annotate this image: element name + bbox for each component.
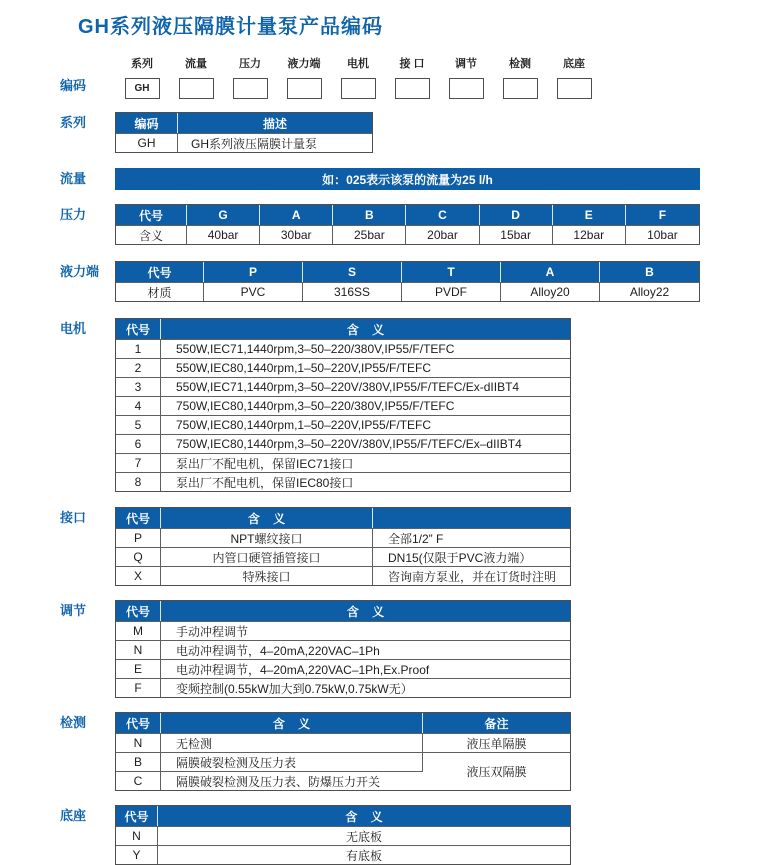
liquid-end-value-cell: 材质: [116, 282, 204, 301]
interface-meaning: NPT螺纹接口: [161, 528, 373, 547]
pressure-header-cell: E: [553, 205, 626, 225]
table-row: [116, 434, 570, 453]
detection-meaning: 隔膜破裂检测及压力表、防爆压力开关: [161, 771, 423, 790]
section-series: [60, 112, 780, 153]
detection-code: B: [116, 752, 161, 771]
section-label-interface: 接口: [60, 510, 87, 525]
pressure-header-cell: 代号: [116, 205, 187, 225]
interface-note: 咨询南方泵业，并在订货时注明: [373, 566, 570, 585]
detection-note: 液压单隔膜: [423, 733, 570, 752]
motor-meaning: 泵出厂不配电机，保留IEC80接口: [161, 472, 570, 491]
section-label-series: 系列: [60, 115, 87, 130]
code-box-series: GH: [125, 78, 160, 99]
detection-code: C: [116, 771, 161, 790]
pressure-value-cell: 12bar: [553, 225, 626, 244]
motor-header-code: 代号: [116, 319, 161, 339]
interface-note: DN15(仅限于PVC液力端）: [373, 547, 570, 566]
liquid-end-header-cell: S: [303, 262, 402, 282]
section-label-pressure: 压力: [60, 207, 87, 222]
code-col-label: 压力: [239, 58, 261, 70]
liquid-end-header-cell: 代号: [116, 262, 204, 282]
table-row: [116, 845, 570, 864]
section-label-detection: 检测: [60, 715, 87, 730]
motor-table: [115, 318, 571, 492]
detection-note-merged: 液压双隔膜: [423, 752, 570, 790]
table-row: [116, 133, 372, 152]
section-adjustment: [60, 600, 780, 698]
section-base: [60, 805, 780, 865]
table-row: [116, 225, 699, 244]
code-col-base: [547, 55, 601, 99]
pressure-header-cell: C: [406, 205, 479, 225]
section-label-base: 底座: [60, 808, 87, 823]
pressure-value-cell: 20bar: [406, 225, 479, 244]
interface-code: X: [116, 566, 161, 585]
liquid-end-value-cell: PVC: [204, 282, 303, 301]
motor-code: 4: [116, 396, 161, 415]
motor-meaning: 550W,IEC71,1440rpm,3–50–220/380V,IP55/F/TEFC: [161, 339, 570, 358]
code-col-label: 接 口: [399, 58, 425, 70]
table-row: [116, 339, 570, 358]
interface-note: 全部1/2” F: [373, 528, 570, 547]
code-col-series: [115, 55, 169, 99]
interface-header-meaning: 含 义: [161, 508, 373, 528]
motor-code: 5: [116, 415, 161, 434]
interface-meaning: 特殊接口: [161, 566, 373, 585]
liquid-end-header-cell: B: [600, 262, 699, 282]
motor-code: 8: [116, 472, 161, 491]
pressure-table: [115, 204, 700, 245]
section-detection: [60, 712, 780, 791]
base-meaning: 有底板: [158, 845, 570, 864]
motor-code: 6: [116, 434, 161, 453]
base-table: [115, 805, 571, 865]
code-col-flow: [169, 55, 223, 99]
motor-meaning: 750W,IEC80,1440rpm,1–50–220V,IP55/F/TEFC: [161, 415, 570, 434]
liquid-end-value-cell: 316SS: [303, 282, 402, 301]
interface-header-extra: [373, 508, 570, 528]
table-row: [116, 621, 570, 640]
code-box-detection: [503, 78, 538, 99]
series-header-desc: 描述: [178, 113, 372, 133]
series-desc: GH系列液压隔膜计量泵: [178, 133, 372, 152]
section-label-flow: 流量: [60, 171, 87, 186]
liquid-end-header-cell: P: [204, 262, 303, 282]
adjustment-meaning: 手动冲程调节: [161, 621, 570, 640]
liquid-end-value-cell: Alloy20: [501, 282, 600, 301]
interface-table: [115, 507, 571, 586]
motor-meaning: 550W,IEC80,1440rpm,1–50–220V,IP55/F/TEFC: [161, 358, 570, 377]
code-col-detection: [493, 55, 547, 99]
interface-code: P: [116, 528, 161, 547]
table-row: [116, 733, 570, 752]
interface-code: Q: [116, 547, 161, 566]
adjustment-meaning: 变频控制(0.55kW加大到0.75kW,0.75kW无）: [161, 678, 570, 697]
pressure-value-cell: 40bar: [187, 225, 260, 244]
table-row: [116, 826, 570, 845]
detection-code: N: [116, 733, 161, 752]
table-row: [116, 282, 699, 301]
liquid-end-value-cell: Alloy22: [600, 282, 699, 301]
section-label-coding: 编码: [60, 78, 87, 93]
motor-code: 7: [116, 453, 161, 472]
page-title: GH系列液压隔膜计量泵产品编码: [78, 16, 383, 38]
motor-meaning: 泵出厂不配电机，保留IEC71接口: [161, 453, 570, 472]
base-header-code: 代号: [116, 806, 158, 826]
table-row: [116, 415, 570, 434]
pressure-header-cell: F: [626, 205, 699, 225]
table-row: [116, 566, 570, 585]
code-col-interface: [385, 55, 439, 99]
table-row: [116, 528, 570, 547]
code-col-label: 电机: [347, 58, 369, 70]
flow-note-bar: 如：025表示该泵的流量为25 l/h: [115, 168, 700, 190]
pressure-header-cell: A: [260, 205, 333, 225]
section-pressure: [60, 204, 780, 245]
liquid-end-value-cell: PVDF: [402, 282, 501, 301]
adjustment-code: N: [116, 640, 161, 659]
liquid-end-header-cell: A: [501, 262, 600, 282]
section-liquid-end: [60, 261, 780, 302]
code-box-liquid-end: [287, 78, 322, 99]
pressure-value-cell: 25bar: [333, 225, 406, 244]
code-col-label: 液力端: [287, 58, 321, 70]
section-flow: [60, 168, 780, 190]
motor-meaning: 550W,IEC71,1440rpm,3–50–220V/380V,IP55/F/TEFC/Ex-dIIBT4: [161, 377, 570, 396]
code-col-motor: [331, 55, 385, 99]
section-interface: [60, 507, 780, 586]
pressure-value-cell: 15bar: [480, 225, 553, 244]
table-row: [116, 453, 570, 472]
detection-header-meaning: 含 义: [161, 713, 423, 733]
adjustment-header-code: 代号: [116, 601, 161, 621]
code-grid: [115, 55, 601, 99]
adjustment-code: M: [116, 621, 161, 640]
liquid-end-table: [115, 261, 700, 302]
motor-header-meaning: 含 义: [161, 319, 570, 339]
pressure-value-cell: 30bar: [260, 225, 333, 244]
detection-table: [115, 712, 571, 791]
table-row: [116, 472, 570, 491]
base-code: Y: [116, 845, 158, 864]
adjustment-code: E: [116, 659, 161, 678]
code-box-adjustment: [449, 78, 484, 99]
table-row: [116, 678, 570, 697]
table-row: [116, 659, 570, 678]
table-row: [116, 377, 570, 396]
table-row: [116, 752, 570, 771]
table-row: [116, 358, 570, 377]
table-row: [116, 547, 570, 566]
pressure-header-cell: G: [187, 205, 260, 225]
detection-meaning: 隔膜破裂检测及压力表: [161, 752, 423, 771]
adjustment-meaning: 电动冲程调节，4–20mA,220VAC–1Ph: [161, 640, 570, 659]
adjustment-header-meaning: 含 义: [161, 601, 570, 621]
base-code: N: [116, 826, 158, 845]
adjustment-code: F: [116, 678, 161, 697]
motor-code: 3: [116, 377, 161, 396]
pressure-value-cell: 含义: [116, 225, 187, 244]
motor-code: 1: [116, 339, 161, 358]
section-label-liquid-end: 液力端: [60, 264, 100, 279]
interface-meaning: 内管口硬管插管接口: [161, 547, 373, 566]
code-box-pressure: [233, 78, 268, 99]
code-box-flow: [179, 78, 214, 99]
pressure-value-cell: 10bar: [626, 225, 699, 244]
code-col-pressure: [223, 55, 277, 99]
series-table: [115, 112, 373, 153]
code-col-label: 底座: [563, 58, 585, 70]
detection-header-note: 备注: [423, 713, 570, 733]
base-header-meaning: 含 义: [158, 806, 570, 826]
section-label-motor: 电机: [60, 321, 87, 336]
section-coding: [60, 55, 780, 99]
base-meaning: 无底板: [158, 826, 570, 845]
motor-code: 2: [116, 358, 161, 377]
section-label-adjustment: 调节: [60, 603, 87, 618]
code-col-liquid-end: [277, 55, 331, 99]
code-col-label: 流量: [185, 58, 207, 70]
table-row: [116, 640, 570, 659]
series-header-code: 编码: [116, 113, 178, 133]
code-box-motor: [341, 78, 376, 99]
section-motor: [60, 318, 780, 492]
code-col-label: 调节: [455, 58, 477, 70]
liquid-end-header-cell: T: [402, 262, 501, 282]
detection-header-code: 代号: [116, 713, 161, 733]
interface-header-code: 代号: [116, 508, 161, 528]
pressure-header-cell: B: [333, 205, 406, 225]
motor-meaning: 750W,IEC80,1440rpm,3–50–220/380V,IP55/F/TEFC: [161, 396, 570, 415]
adjustment-meaning: 电动冲程调节，4–20mA,220VAC–1Ph,Ex.Proof: [161, 659, 570, 678]
series-code: GH: [116, 133, 178, 152]
code-box-base: [557, 78, 592, 99]
pressure-header-cell: D: [480, 205, 553, 225]
code-col-label: 系列: [131, 58, 153, 70]
detection-meaning: 无检测: [161, 733, 423, 752]
motor-meaning: 750W,IEC80,1440rpm,3–50–220V/380V,IP55/F/TEFC/Ex–dIIBT4: [161, 434, 570, 453]
code-col-label: 检测: [509, 58, 531, 70]
code-col-adjustment: [439, 55, 493, 99]
code-box-interface: [395, 78, 430, 99]
table-row: [116, 396, 570, 415]
adjustment-table: [115, 600, 571, 698]
